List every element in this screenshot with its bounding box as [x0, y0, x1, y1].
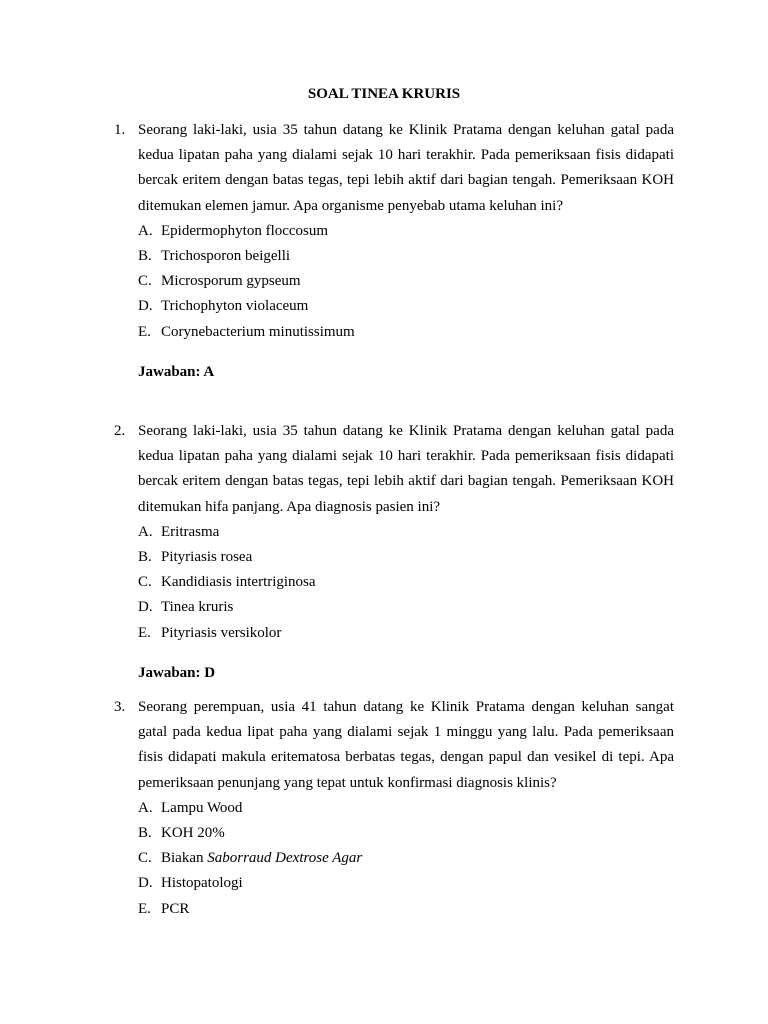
option-a	[138, 520, 674, 545]
option-letter: B.	[138, 549, 152, 566]
option-letter: C.	[138, 273, 152, 290]
option-c	[138, 269, 674, 294]
option-text: Trichosporon beigelli	[161, 248, 291, 265]
option-e	[138, 897, 674, 922]
option-letter: D.	[138, 298, 153, 315]
option-e	[138, 320, 674, 345]
option-b	[138, 244, 674, 269]
option-text: Trichophyton violaceum	[161, 298, 309, 315]
option-text: Epidermophyton floccosum	[161, 222, 329, 239]
option-text: KOH 20%	[161, 825, 225, 842]
option-text-plain: Biakan	[161, 850, 208, 867]
page-title: SOAL TINEA KRURIS	[307, 86, 461, 102]
option-list	[138, 796, 674, 922]
answer-key: Jawaban: A	[138, 363, 215, 380]
option-letter: B.	[138, 248, 152, 265]
option-text-italic: Saborraud Dextrose Agar	[207, 850, 363, 867]
option-d	[138, 595, 674, 620]
option-text: Corynebacterium minutissimum	[161, 323, 355, 340]
answer-key: Jawaban: D	[138, 664, 216, 681]
option-b	[138, 821, 674, 846]
option-text: Pityriasis rosea	[161, 549, 253, 566]
option-text	[161, 846, 362, 871]
option-letter: B.	[138, 825, 152, 842]
option-text: Microsporum gypseum	[161, 273, 301, 290]
question-text: Seorang laki-laki, usia 35 tahun datang ke Klinik Pratama dengan keluhan gatal pada kedua lipatan paha yang dialami sejak 10 hari terakhir. Pada pemeriksaan fisis didapati bercak eritem dengan batas tegas, tepi lebih aktif dari bagian tengah. Pemeriksaan KOH ditemukan hifa panjang. Apa diagnosis pasien ini?	[138, 423, 674, 515]
option-text: Lampu Wood	[161, 799, 243, 816]
option-letter: D.	[138, 599, 153, 616]
option-text: Kandidiasis intertriginosa	[161, 574, 316, 591]
option-d	[138, 294, 674, 319]
question-number: 2.	[114, 423, 126, 439]
question-number: 1.	[114, 122, 126, 138]
question-2	[114, 419, 674, 686]
question-3	[114, 695, 674, 937]
option-letter: C.	[138, 850, 152, 867]
option-letter: C.	[138, 574, 152, 591]
option-d	[138, 871, 674, 896]
option-text: Tinea kruris	[161, 599, 234, 616]
option-letter: E.	[138, 323, 151, 340]
option-c	[138, 570, 674, 595]
question-1	[114, 118, 674, 385]
option-letter: D.	[138, 875, 153, 892]
question-number: 3.	[114, 699, 126, 715]
option-letter: A.	[138, 222, 153, 239]
option-a	[138, 219, 674, 244]
option-e	[138, 621, 674, 646]
option-text: Pityriasis versikolor	[161, 624, 282, 641]
option-text: Histopatologi	[161, 875, 243, 892]
option-a	[138, 796, 674, 821]
option-list	[138, 520, 674, 646]
option-letter: A.	[138, 523, 153, 540]
question-text: Seorang laki-laki, usia 35 tahun datang ke Klinik Pratama dengan keluhan gatal pada kedua lipatan paha yang dialami sejak 10 hari terakhir. Pada pemeriksaan fisis didapati bercak eritem dengan batas tegas, tepi lebih aktif dari bagian tengah. Pemeriksaan KOH ditemukan elemen jamur. Apa organisme penyebab utama keluhan ini?	[138, 122, 674, 214]
option-b	[138, 545, 674, 570]
option-c	[138, 846, 674, 871]
question-text: Seorang perempuan, usia 41 tahun datang ke Klinik Pratama dengan keluhan sangat gatal pada kedua lipat paha yang dialami sejak 1 minggu yang lalu. Pada pemeriksaan fisis didapati makula eritematosa berbatas tegas, dengan papul dan vesikel di tepi. Apa pemeriksaan penunjang yang tepat untuk konfirmasi diagnosis klinis?	[138, 699, 674, 791]
option-letter: E.	[138, 624, 151, 641]
option-text: PCR	[161, 900, 190, 917]
option-letter: E.	[138, 900, 151, 917]
option-letter: A.	[138, 799, 153, 816]
option-list	[138, 219, 674, 345]
option-text: Eritrasma	[161, 523, 220, 540]
